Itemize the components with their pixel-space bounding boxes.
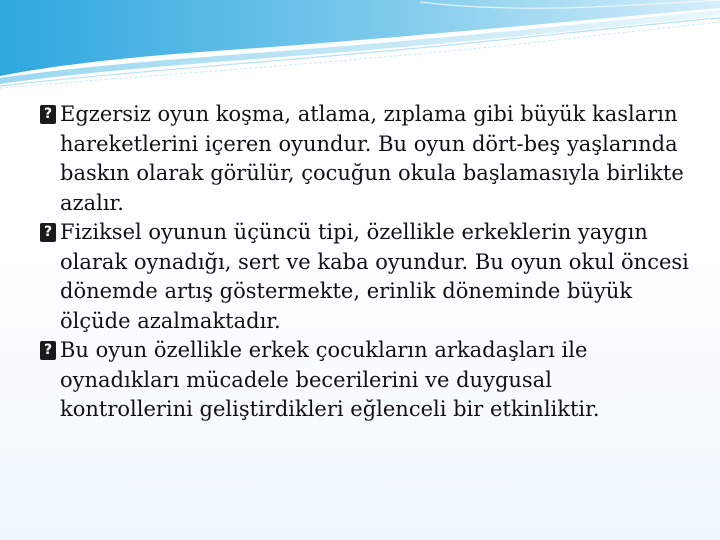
bullet-paragraph-1 [40, 100, 690, 218]
bullet-paragraph-3 [40, 336, 690, 425]
missing-glyph-icon: ? [40, 105, 56, 124]
slide-content [40, 100, 690, 425]
bullet-text-1: Egzersiz oyun koşma, atlama, zıplama gibi büyük kasların hareketlerini içeren oyundur. Bu oyun dört-beş yaşlarında baskın olarak görülür, çocuğun okula başlamasıyla birlikte azalır. [60, 102, 684, 215]
bullet-text-3: Bu oyun özellikle erkek çocukların arkadaşları ile oynadıkları mücadele becerilerini ve duygusal kontrollerini geliştirdikleri eğlenceli bir etkinliktir. [60, 338, 600, 421]
header-wave-decoration [0, 0, 720, 90]
missing-glyph-icon: ? [40, 341, 56, 360]
bullet-text-2: Fiziksel oyunun üçüncü tipi, özellikle erkeklerin yaygın olarak oynadığı, sert ve kaba oyundur. Bu oyun okul öncesi dönemde artış göstermekte, erinlik döneminde büyük ölçüde azalmaktadır. [60, 220, 689, 333]
wave-main [0, 0, 720, 76]
missing-glyph-icon: ? [40, 223, 56, 242]
bullet-paragraph-2 [40, 218, 690, 336]
